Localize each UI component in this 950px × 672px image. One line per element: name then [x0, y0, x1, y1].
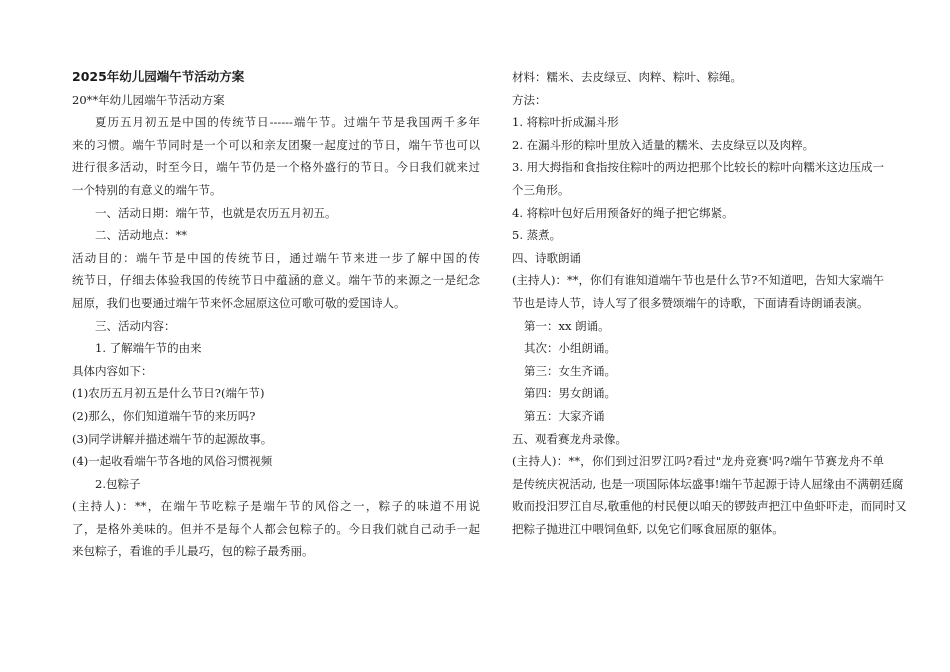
dragon-boat-paragraph-line: 败而投汨罗江自尽,敬重他的村民便以咱天的锣鼓声把江中鱼虾吓走，而同时又: [512, 499, 907, 514]
content-detail-label: 具体内容如下：: [72, 363, 153, 378]
list-item: (2)那么，你们知道端午节的来历吗?: [72, 408, 256, 423]
purpose-paragraph-line: 屈原，我们也要通过端午节来怀念屈原这位可歌可敬的爱国诗人。: [72, 295, 406, 310]
method-label: 方法：: [512, 92, 547, 107]
recitation-item: 其次：小组朗诵。: [524, 341, 616, 356]
section-poetry-recitation: 四、诗歌朗诵: [512, 250, 581, 265]
content-item-heading: 2.包粽子: [95, 476, 141, 491]
recitation-item: 第五：大家齐诵: [524, 408, 605, 423]
intro-paragraph-line: 一个特别的有意义的端午节。: [72, 182, 222, 197]
left-column: [72, 66, 480, 563]
purpose-paragraph-line: 活动目的：端午节是中国的传统节日，通过端午节来进一步了解中国的传: [72, 250, 480, 265]
list-item: (1)农历五月初五是什么节日?(端午节): [72, 386, 265, 401]
dragon-boat-paragraph-line: (主持人)：**，你们到过汨罗江吗?看过"龙舟竞赛'吗?端午节赛龙舟不单: [512, 454, 884, 469]
dragon-boat-paragraph-line: 把粽子抛进江中喂饲鱼虾, 以免它们啄食屈原的躯体。: [512, 521, 784, 536]
method-step: 2. 在漏斗形的粽叶里放入适量的糯米、去皮绿豆以及肉粹。: [512, 137, 815, 152]
section-dragon-boat-video: 五、观看赛龙舟录像。: [512, 431, 627, 446]
intro-paragraph-line: 来的习惯。端午节同时是一个可以和亲友团聚一起度过的节日，端午节也可以: [72, 137, 480, 152]
document-title: 2025年幼儿园端午节活动方案: [72, 69, 245, 84]
subtitle: 20**年幼儿园端午节活动方案: [72, 92, 225, 107]
content-item-heading: 1. 了解端午节的由来: [95, 341, 202, 356]
method-step: 5. 蒸煮。: [512, 228, 562, 243]
section-activity-date: 一、活动日期：端午节，也就是农历五月初五。: [95, 205, 337, 220]
host-paragraph-line: (主持人)：**，在端午节吃粽子是端午节的风俗之一，粽子的味道不用说: [72, 499, 480, 514]
list-item: (3)同学讲解并描述端午节的起源故事。: [72, 431, 273, 446]
recitation-item: 第一：xx 朗诵。: [524, 318, 610, 333]
purpose-paragraph-line: 统节日，仔细去体验我国的传统节日中蕴涵的意义。端午节的来源之一是纪念: [72, 273, 480, 288]
list-item: (4)一起收看端午节各地的风俗习惯视频: [72, 454, 273, 469]
method-step-continued: 个三角形。: [512, 182, 570, 197]
section-activity-location: 二、活动地点：**: [95, 228, 187, 243]
recitation-item: 第三：女生齐诵。: [524, 363, 616, 378]
dragon-boat-paragraph-line: 是传统庆祝活动, 也是一项国际体坛盛事!端午节起源于诗人屈缘由不满朝廷腐: [512, 476, 904, 491]
intro-paragraph-line: 夏历五月初五是中国的传统节日------端午节。过端午节是我国两千多年: [95, 115, 480, 130]
host-paragraph-line: 了，是格外美味的。但并不是每个人都会包粽子的。今日我们就自己动手一起: [72, 521, 480, 536]
section-activity-content: 三、活动内容：: [95, 318, 176, 333]
materials-line: 材料：糯米、去皮绿豆、肉粹、粽叶、粽绳。: [512, 70, 742, 84]
host-paragraph-line: 来包粽子，看谁的手儿最巧，包的粽子最秀丽。: [72, 544, 314, 559]
poetry-paragraph-line: (主持人)：**，你们有谁知道端午节也是什么节?不知道吧，告知大家端午: [512, 273, 884, 288]
method-step: 3. 用大拇指和食指按住粽叶的两边把那个比较长的粽叶向糯米这边压成一: [512, 160, 884, 175]
method-step: 4. 将粽叶包好后用预备好的绳子把它绑紧。: [512, 205, 734, 220]
method-step: 1. 将粽叶折成漏斗形: [512, 115, 619, 130]
right-column: [512, 66, 907, 540]
poetry-paragraph-line: 节也是诗人节，诗人写了很多赞颂端午的诗歌，下面请看诗朗诵表演。: [512, 295, 869, 310]
recitation-item: 第四：男女朗诵。: [524, 386, 616, 401]
intro-paragraph-line: 进行很多活动，时至今日，端午节仍是一个格外盛行的节日。今日我们就来过: [72, 160, 480, 175]
